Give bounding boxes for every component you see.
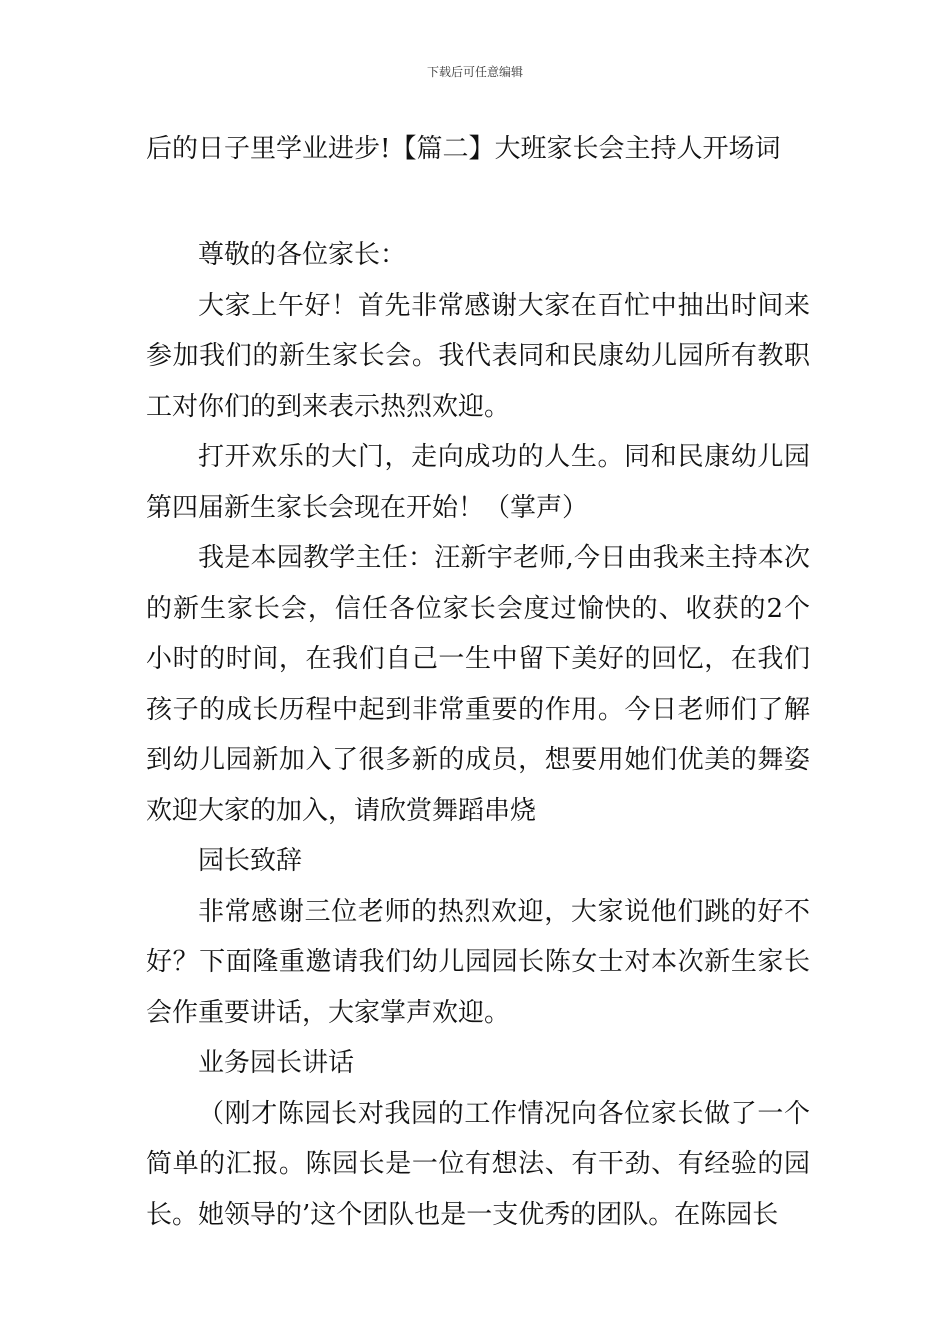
paragraph-salutation: 尊敬的各位家长： [198, 240, 407, 270]
paragraph-business-speech-title: 业务园长讲话 [198, 1048, 355, 1078]
paragraph-greeting: 大家上午好！首先非常感谢大家在百忙中抽出时间来参加我们的新生家长会。我代表同和民康幼儿园所有教职工对你们的到来表示热烈欢迎。 [146, 290, 810, 422]
paragraph-summary: （刚才陈园长对我园的工作情况向各位家长做了一个简单的汇报。陈园长是一位有想法、有干劲、有经验的园长。她领导的’这个团队也是一支优秀的团队。在陈园长 [146, 1098, 810, 1230]
heading-spacer [146, 174, 810, 230]
page-header-note: 下载后可任意编辑 [426, 65, 523, 79]
paragraph-principal-speech-title: 园长致辞 [198, 846, 303, 876]
document-heading: 后的日子里学业进步!【篇二】大班家长会主持人开场词 [146, 134, 781, 164]
paragraph-principal-invite: 非常感谢三位老师的热烈欢迎，大家说他们跳的好不好？下面隆重邀请我们幼儿园园长陈女士对本次新生家长会作重要讲话，大家掌声欢迎。 [146, 896, 810, 1028]
document-body [146, 124, 810, 1240]
paragraph-host-intro: 我是本园教学主任：汪新宇老师,今日由我来主持本次的新生家长会，信任各位家长会度过愉快的、收获的2个小时的时间，在我们自己一生中留下美好的回忆，在我们孩子的成长历程中起到非常重要的作用。今日老师们了解到幼儿园新加入了很多新的成员，想要用她们优美的舞姿欢迎大家的加入，请欣赏舞蹈串烧 [146, 543, 810, 826]
paragraph-opening: 打开欢乐的大门，走向成功的人生。同和民康幼儿园第四届新生家长会现在开始！（掌声） [146, 442, 810, 523]
